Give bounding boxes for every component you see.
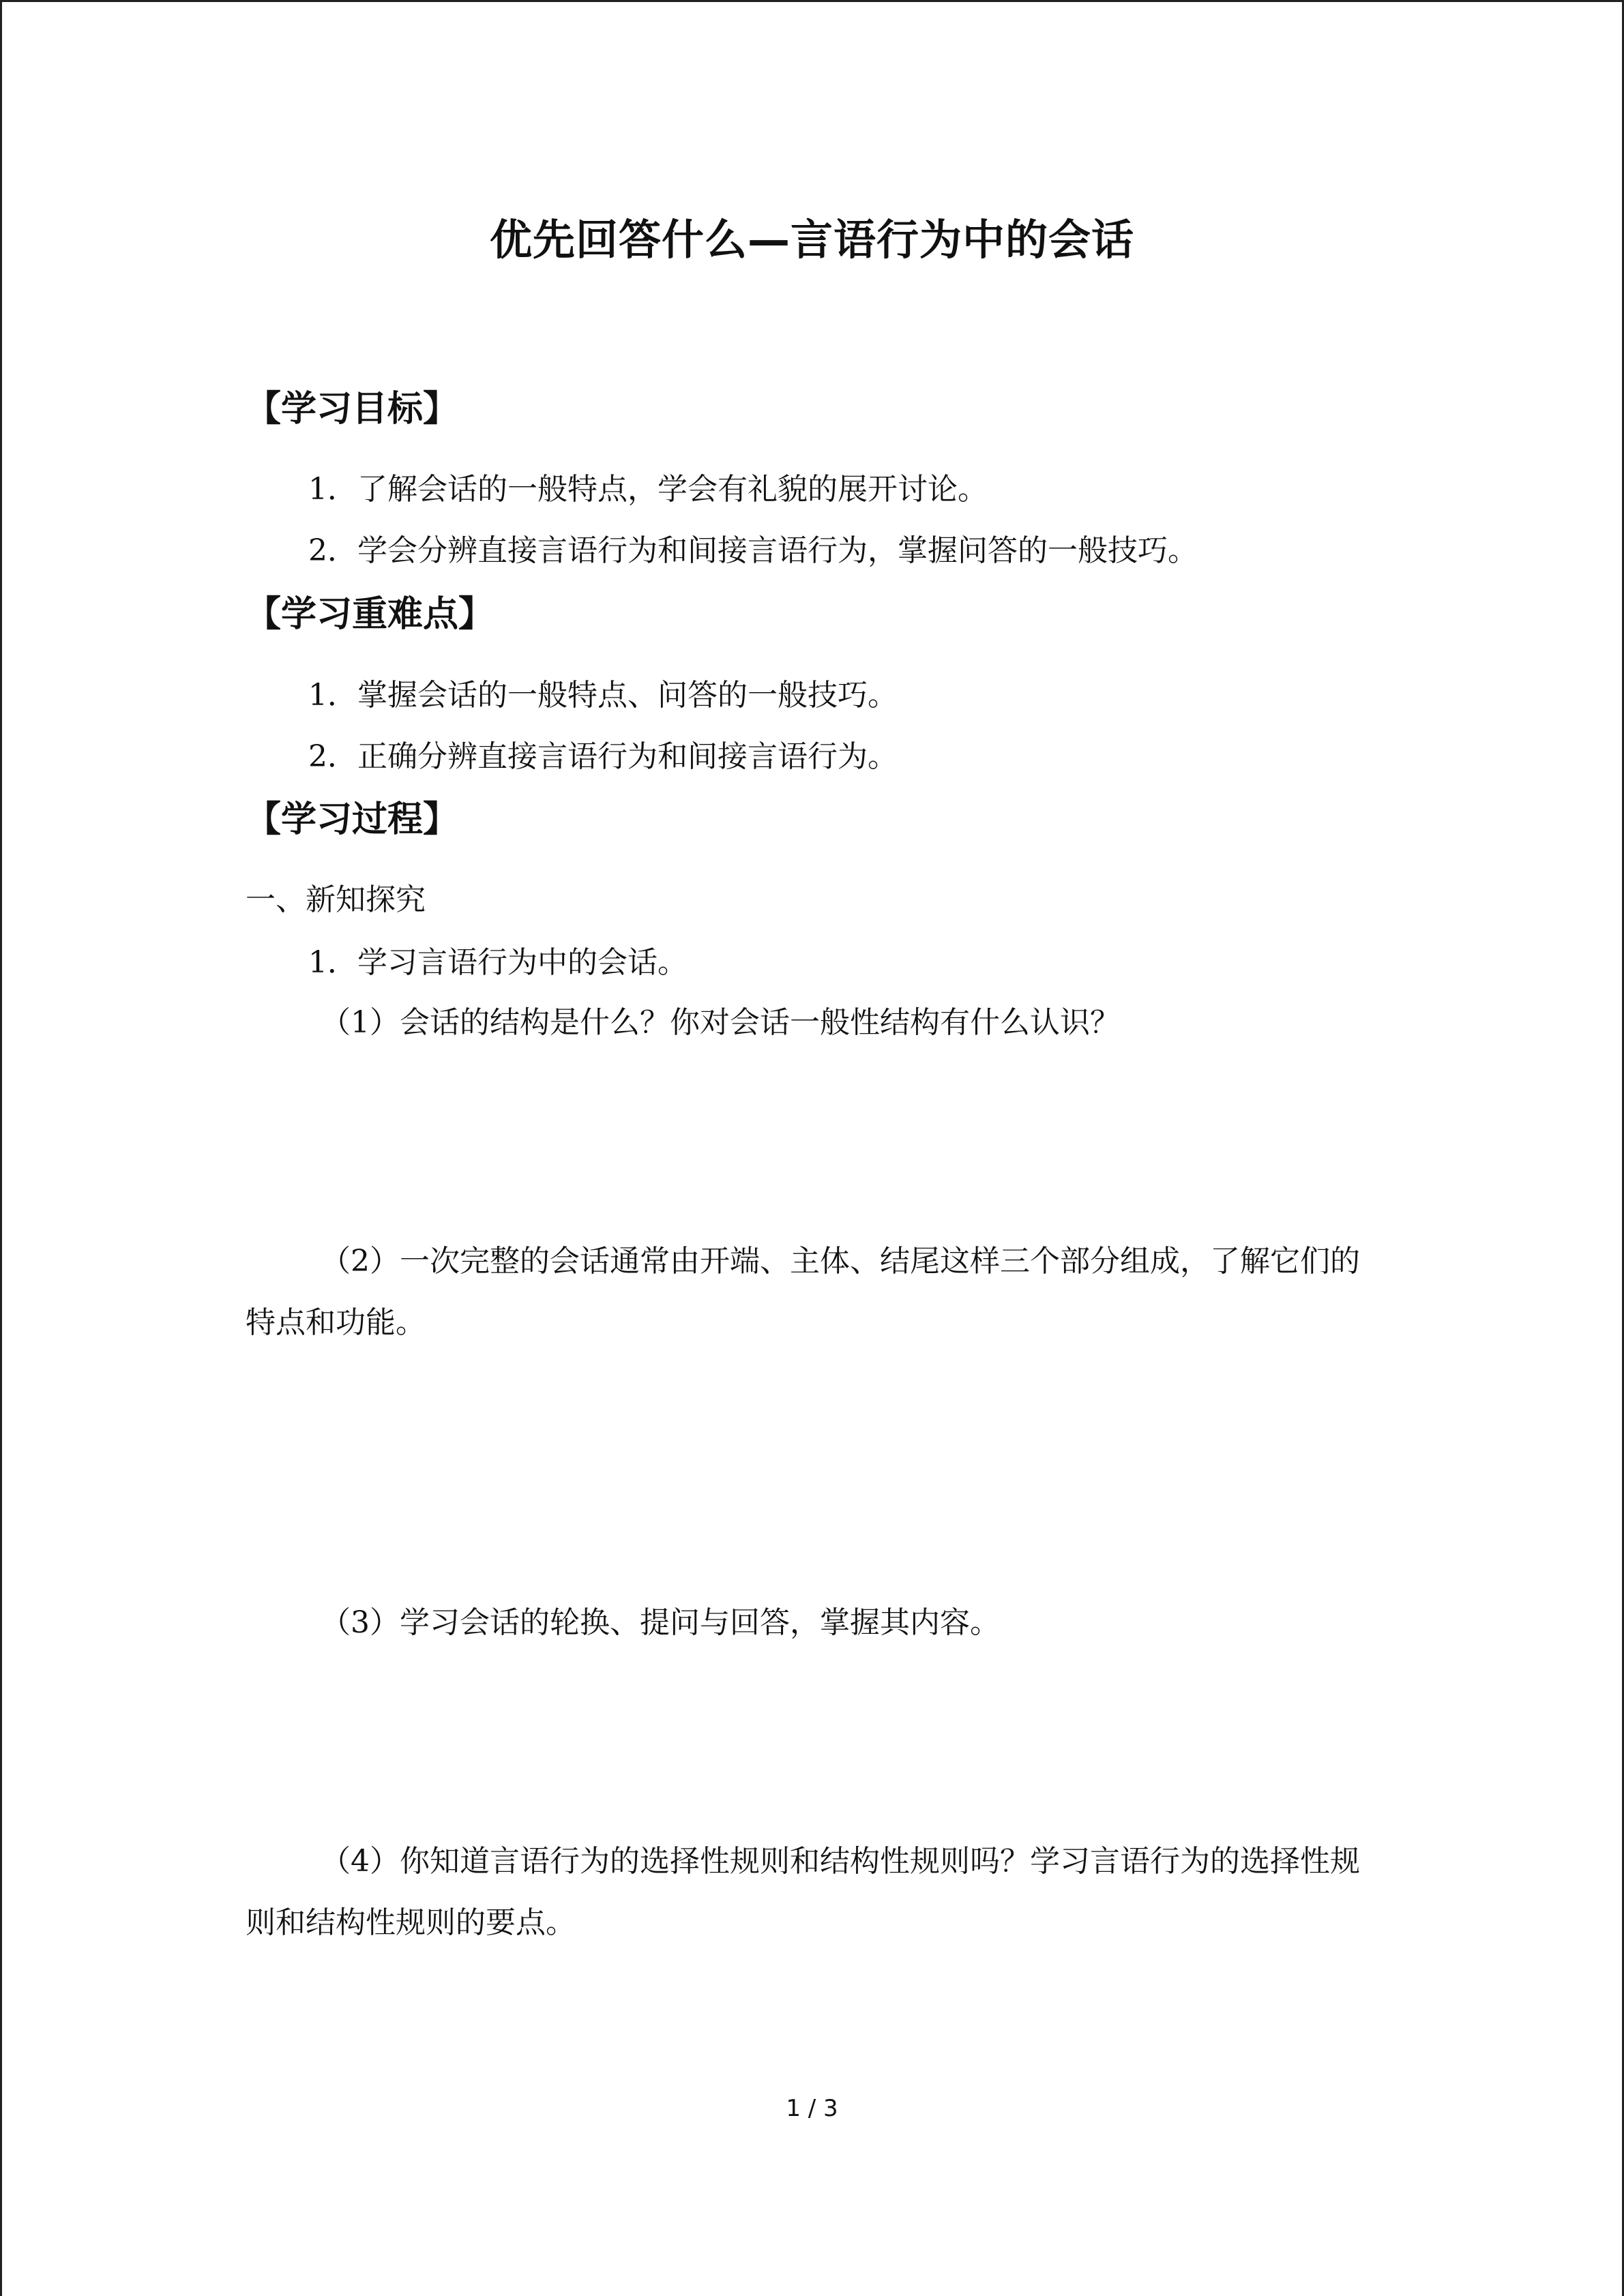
objective-item-1: 1．了解会话的一般特点，学会有礼貌的展开讨论。 — [308, 472, 988, 507]
objective-item-2: 2．学会分辨直接言语行为和间接言语行为，掌握问答的一般技巧。 — [308, 533, 1198, 568]
question-2: （2）一次完整的会话通常由开端、主体、结尾这样三个部分组成，了解它们的特点和功能。 — [246, 1244, 1360, 1340]
document-title: 优先回答什么—言语行为中的会话 — [489, 215, 1134, 265]
part-one-heading: 一、新知探究 — [246, 882, 426, 917]
question-4: （4）你知道言语行为的选择性规则和结构性规则吗？学习言语行为的选择性规则和结构性规则的要点。 — [246, 1844, 1360, 1940]
task-one: 1．学习言语行为中的会话。 — [308, 945, 688, 980]
key-points-heading: 【学习重难点】 — [246, 594, 494, 635]
key-point-item-1: 1．掌握会话的一般特点、问答的一般技巧。 — [308, 678, 898, 713]
objectives-heading: 【学习目标】 — [246, 389, 459, 430]
question-1: （1）会话的结构是什么？你对会话一般性结构有什么认识？ — [321, 1005, 1120, 1040]
question-3: （3）学习会话的轮换、提问与回答，掌握其内容。 — [321, 1605, 1000, 1640]
page-number: 1 / 3 — [786, 2095, 838, 2122]
process-heading: 【学习过程】 — [246, 799, 459, 840]
key-point-item-2: 2．正确分辨直接言语行为和间接言语行为。 — [308, 739, 898, 774]
